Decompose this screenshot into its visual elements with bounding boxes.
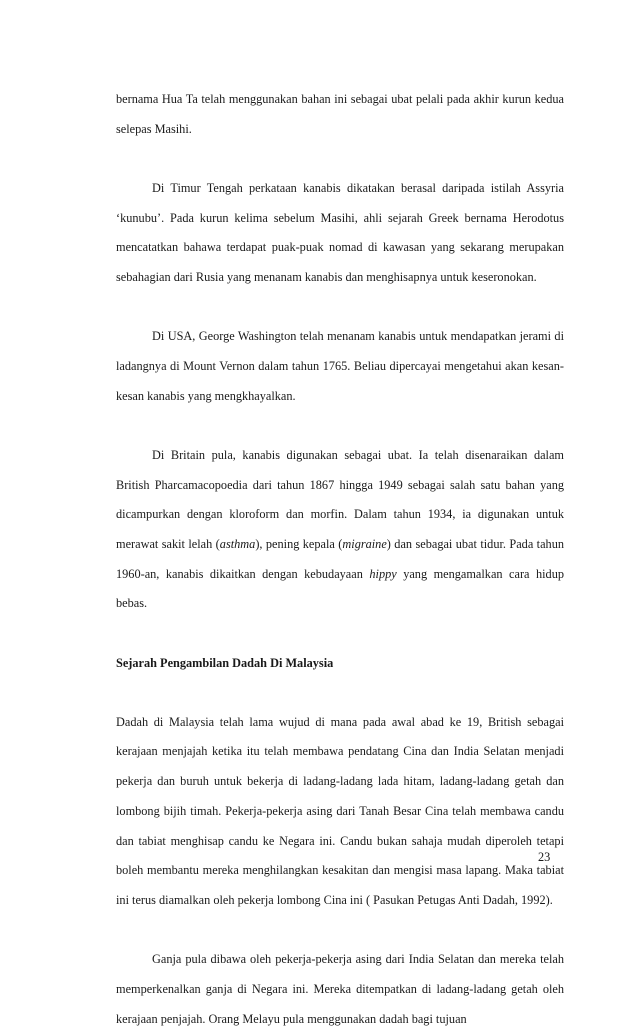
paragraph-text: Dadah di Malaysia telah lama wujud di mana pada awal abad ke 19, British sebagai kerajaan menjajah ketika itu telah membawa pendatang Cina dan India Selatan menjadi pekerja dan buruh untuk bekerja di ladang-ladang lada hitam, ladang-ladang getah dan lombong bijih timah. Pekerja-pekerja asing dari Tanah Besar Cina telah membawa candu dan tabiat menghisap candu ke Negara ini. Candu bukan sahaja mudah diperoleh tetapi boleh membantu mereka menghilangkan kesakitan dan mengisi masa lapang. Maka tabiat ini terus diamalkan oleh pekerja lombong Cina ini ( Pasukan Petugas Anti Dadah, 1992). bbox=[116, 714, 564, 907]
paragraph-text: ), pening kepala ( bbox=[255, 536, 343, 551]
paragraph-gap bbox=[116, 411, 564, 441]
paragraph-text: yang mengamalkan cara hidup bebas. bbox=[116, 566, 565, 611]
paragraph-p5 bbox=[116, 708, 564, 916]
paragraph-gap bbox=[116, 293, 564, 323]
document-page bbox=[116, 85, 564, 1034]
paragraph-p6 bbox=[116, 945, 564, 1034]
italic-term: hippy bbox=[369, 566, 397, 581]
paragraph-text: Di Britain pula, kanabis digunakan sebagai ubat. Ia telah disenaraikan dalam British Pharcamacopoedia dari tahun 1867 hingga 1949 sebagai salah satu bahan yang dicampurkan dengan kloroform dan morfin. Dalam tahun 1934, ia digunakan untuk merawat sakit lelah ( bbox=[116, 447, 564, 551]
paragraph-text: Di USA, George Washington telah menanam kanabis untuk mendapatkan jerami di ladangnya di Mount Vernon dalam tahun 1765. Beliau dipercayai mengetahui akan kesan-kesan kanabis yang mengkhayalkan. bbox=[116, 329, 564, 403]
paragraph-text: Di Timur Tengah perkataan kanabis dikatakan berasal daripada istilah Assyria ‘kunubu’. Pada kurun kelima sebelum Masihi, ahli sejarah Greek bernama Herodotus mencatatkan bahawa terdapat puak-puak nomad di kawasan yang sekarang merupakan sebahagian dari Rusia yang menanam kanabis dan menghisapnya untuk keseronokan. bbox=[116, 180, 564, 285]
paragraph-p3 bbox=[116, 322, 564, 411]
body-text-top bbox=[116, 85, 564, 619]
heading-gap bbox=[116, 678, 564, 708]
paragraph-gap bbox=[116, 916, 564, 946]
italic-term: asthma bbox=[219, 536, 256, 551]
paragraph-text: ) dan sebagai ubat tidur. Pada tahun 1960-an, kanabis dikaitkan dengan kebudayaan bbox=[116, 536, 565, 581]
paragraph-p1 bbox=[116, 85, 564, 144]
paragraph-gap bbox=[116, 144, 564, 174]
paragraph-p2 bbox=[116, 174, 564, 293]
paragraph-p4 bbox=[116, 441, 564, 619]
italic-term: migraine bbox=[342, 536, 387, 551]
body-text-section bbox=[116, 708, 564, 1034]
paragraph-text: Ganja pula dibawa oleh pekerja-pekerja asing dari India Selatan dan mereka telah memperkenalkan ganja di Negara ini. Mereka ditempatkan di ladang-ladang getah oleh kerajaan penjajah. Orang Melayu pula menggunakan dadah bagi tujuan bbox=[116, 952, 564, 1026]
section-heading: Sejarah Pengambilan Dadah Di Malaysia bbox=[116, 655, 334, 670]
paragraph-text: bernama Hua Ta telah menggunakan bahan ini sebagai ubat pelali pada akhir kurun kedua selepas Masihi. bbox=[116, 92, 564, 136]
page-number: 23 bbox=[538, 850, 551, 864]
section-gap bbox=[116, 619, 564, 649]
